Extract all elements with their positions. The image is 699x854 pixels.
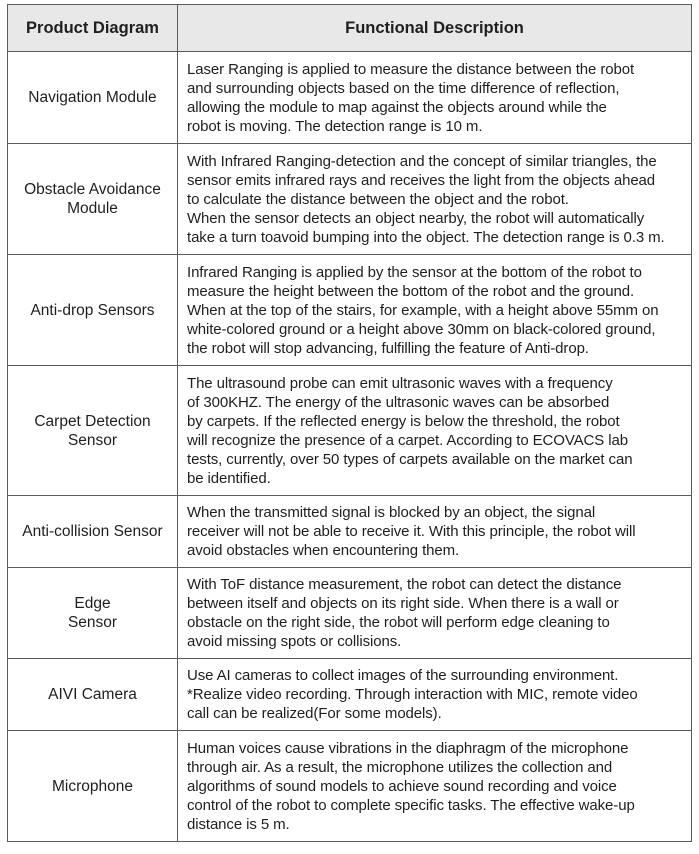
description-line: With ToF distance measurement, the robot can detect the distance <box>187 576 622 593</box>
row-name-line: Anti-collision Sensor <box>22 523 163 540</box>
description-line: allowing the module to map against the objects around while the <box>187 98 607 116</box>
description-line: to calculate the distance between the object and the robot. <box>187 190 569 208</box>
table-header-row <box>8 5 692 52</box>
table-row <box>8 659 692 731</box>
row-name-anti-drop-sensors <box>8 255 178 366</box>
row-name-edge-sensor <box>8 568 178 659</box>
description-line: algorithms of sound models to achieve sound recording and voice <box>187 777 617 795</box>
function-table <box>7 4 692 842</box>
description-line: between itself and objects on its right side. When there is a wall or <box>187 595 619 612</box>
row-name-line: Edge <box>74 595 111 612</box>
row-description-navigation-module <box>178 52 692 144</box>
table-row <box>8 52 692 144</box>
description-line: robot is moving. The detection range is 10 m. <box>187 117 483 135</box>
table-row <box>8 496 692 568</box>
row-description-carpet-detection-sensor <box>178 366 692 496</box>
row-name-navigation-module <box>8 52 178 144</box>
description-line: the robot will stop advancing, fulfilling the feature of Anti-drop. <box>187 339 589 357</box>
table-row <box>8 731 692 842</box>
row-name-line: Obstacle Avoidance <box>24 181 161 198</box>
row-name-line: Anti-drop Sensors <box>30 301 155 319</box>
row-description-aivi-camera <box>178 659 692 731</box>
description-line: When the transmitted signal is blocked by an object, the signal <box>187 504 596 521</box>
header-product-diagram: Product Diagram <box>8 5 178 52</box>
row-name-line: Sensor <box>67 614 118 631</box>
description-line: Use AI cameras to collect images of the surrounding environment. <box>187 667 619 684</box>
table-row <box>8 568 692 659</box>
description-line: by carpets. If the reflected energy is below the threshold, the robot <box>187 412 620 430</box>
description-line: Infrared Ranging is applied by the sensor at the bottom of the robot to <box>187 263 642 281</box>
row-name-line: Navigation Module <box>28 89 157 106</box>
table-row <box>8 144 692 255</box>
description-line: white-colored ground or a height above 30mm on black-colored ground, <box>187 320 656 338</box>
description-line: Human voices cause vibrations in the diaphragm of the microphone <box>187 739 629 757</box>
row-description-anti-collision-sensor <box>178 496 692 568</box>
description-line: The ultrasound probe can emit ultrasonic waves with a frequency <box>187 374 613 392</box>
row-name-anti-collision-sensor <box>8 496 178 568</box>
description-line: Laser Ranging is applied to measure the distance between the robot <box>187 60 635 78</box>
description-line: When the sensor detects an object nearby, the robot will automatically <box>187 209 645 227</box>
row-name-aivi-camera <box>8 659 178 731</box>
row-description-microphone <box>178 731 692 842</box>
description-line: take a turn toavoid bumping into the object. The detection range is 0.3 m. <box>187 228 665 246</box>
description-line: avoid obstacles when encountering them. <box>187 542 460 559</box>
description-line: measure the height between the bottom of the robot and the ground. <box>187 282 635 300</box>
description-line: will recognize the presence of a carpet. According to ECOVACS lab <box>187 431 628 449</box>
description-line: When at the top of the stairs, for example, with a height above 55mm on <box>187 301 659 319</box>
row-name-line: Module <box>67 200 118 217</box>
row-name-line: Carpet Detection <box>34 412 151 430</box>
description-line: obstacle on the right side, the robot will perform edge cleaning to <box>187 614 610 631</box>
row-name-carpet-detection-sensor <box>8 366 178 496</box>
description-line: control of the robot to complete specific tasks. The effective wake-up <box>187 796 635 814</box>
row-name-line: Microphone <box>52 777 133 795</box>
header-functional-description: Functional Description <box>178 5 692 52</box>
description-line: call can be realized(For some models). <box>187 705 442 722</box>
description-line: be identified. <box>187 469 271 487</box>
description-line: of 300KHZ. The energy of the ultrasonic waves can be absorbed <box>187 393 610 411</box>
row-name-line: Sensor <box>67 431 118 449</box>
description-line: sensor emits infrared rays and receives the light from the objects ahead <box>187 171 656 189</box>
row-name-microphone <box>8 731 178 842</box>
row-description-obstacle-avoidance-module <box>178 144 692 255</box>
description-line: tests, currently, over 50 types of carpets available on the market can <box>187 450 633 468</box>
table-row <box>8 366 692 496</box>
description-line: distance is 5 m. <box>187 815 290 833</box>
description-line: through air. As a result, the microphone utilizes the collection and <box>187 758 613 776</box>
row-name-line: AIVI Camera <box>48 686 137 703</box>
row-description-edge-sensor <box>178 568 692 659</box>
description-line: receiver will not be able to receive it. With this principle, the robot will <box>187 523 636 540</box>
description-line: With Infrared Ranging-detection and the concept of similar triangles, the <box>187 152 657 170</box>
table-row <box>8 255 692 366</box>
row-name-obstacle-avoidance-module <box>8 144 178 255</box>
row-description-anti-drop-sensors <box>178 255 692 366</box>
description-line: avoid missing spots or collisions. <box>187 633 402 650</box>
description-line: *Realize video recording. Through interaction with MIC, remote video <box>187 686 638 703</box>
description-line: and surrounding objects based on the time difference of reflection, <box>187 79 620 97</box>
